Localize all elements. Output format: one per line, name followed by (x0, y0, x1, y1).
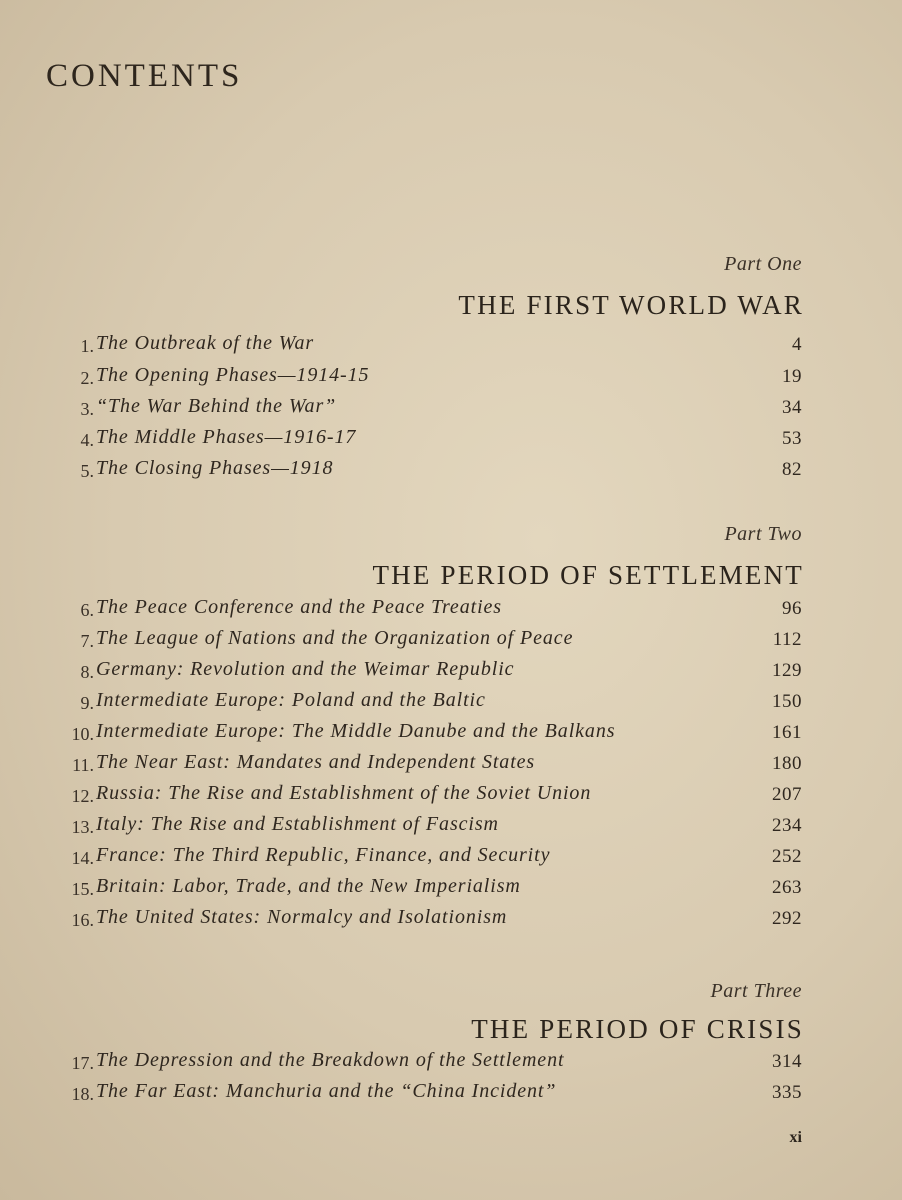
chapter-title: Germany: Revolution and the Weimar Republic (96, 658, 515, 680)
chapter-number: 5. (80, 461, 94, 481)
chapter-number: 2. (80, 368, 94, 388)
chapter-title: The Near East: Mandates and Independent States (96, 751, 536, 773)
chapter-page: 150 (772, 691, 802, 712)
chapter-page: 263 (772, 877, 802, 898)
chapter-page: 96 (782, 598, 802, 619)
chapter-title: The Closing Phases—1918 (96, 457, 334, 479)
chapter-number: 3. (80, 399, 94, 419)
chapter-number: 17. (71, 1053, 94, 1073)
toc-row (0, 875, 902, 905)
part-one-title: THE FIRST WORLD WAR (458, 290, 804, 320)
chapter-title: The Middle Phases—1916-17 (96, 426, 357, 448)
chapter-page: 112 (772, 629, 802, 650)
toc-row (0, 751, 902, 781)
chapter-page: 19 (782, 366, 802, 387)
chapter-title: Intermediate Europe: The Middle Danube and the Balkans (96, 720, 616, 742)
chapter-page: 53 (782, 428, 802, 449)
toc-row (0, 426, 902, 456)
toc-row (0, 658, 902, 688)
chapter-number: 4. (80, 430, 94, 450)
chapter-page: 129 (772, 660, 802, 681)
chapter-title: Italy: The Rise and Establishment of Fascism (96, 813, 499, 835)
chapter-page: 314 (772, 1051, 802, 1072)
chapter-page: 4 (792, 334, 802, 355)
chapter-number: 16. (71, 910, 94, 930)
page-title: CONTENTS (46, 58, 243, 94)
chapter-number: 14. (71, 848, 94, 868)
toc-row (0, 457, 902, 487)
chapter-page: 234 (772, 815, 802, 836)
chapter-number: 18. (71, 1084, 94, 1104)
chapter-number: 8. (80, 662, 94, 682)
chapter-number: 12. (71, 786, 94, 806)
chapter-title: The League of Nations and the Organization of Peace (96, 627, 574, 649)
chapter-page: 180 (772, 753, 802, 774)
toc-row (0, 844, 902, 874)
toc-row (0, 813, 902, 843)
chapter-page: 34 (782, 397, 802, 418)
chapter-title: The Far East: Manchuria and the “China Incident” (96, 1080, 557, 1102)
chapter-number: 7. (80, 631, 94, 651)
toc-row (0, 627, 902, 657)
chapter-page: 82 (782, 459, 802, 480)
chapter-number: 9. (80, 693, 94, 713)
chapter-page: 252 (772, 846, 802, 867)
part-three-label: Part Three (710, 980, 802, 1002)
toc-row (0, 782, 902, 812)
toc-row (0, 720, 902, 750)
part-two-title: THE PERIOD OF SETTLEMENT (372, 560, 804, 590)
toc-row (0, 596, 902, 626)
chapter-title: The Opening Phases—1914-15 (96, 364, 370, 386)
toc-row (0, 395, 902, 425)
toc-row (0, 689, 902, 719)
toc-row (0, 906, 902, 936)
chapter-title: France: The Third Republic, Finance, and Security (96, 844, 551, 866)
chapter-number: 11. (72, 755, 94, 775)
chapter-title: The Peace Conference and the Peace Treaties (96, 596, 502, 618)
chapter-number: 1. (80, 336, 94, 356)
page-folio: xi (789, 1129, 802, 1146)
toc-row (0, 364, 902, 394)
chapter-page: 207 (772, 784, 802, 805)
toc-row (0, 1080, 902, 1110)
chapter-title: Intermediate Europe: Poland and the Baltic (96, 689, 486, 711)
chapter-number: 15. (71, 879, 94, 899)
part-three-title: THE PERIOD OF CRISIS (471, 1014, 804, 1044)
chapter-title: The Depression and the Breakdown of the Settlement (96, 1049, 565, 1071)
chapter-title: Britain: Labor, Trade, and the New Imperialism (96, 875, 521, 897)
chapter-page: 292 (772, 908, 802, 929)
chapter-number: 13. (71, 817, 94, 837)
part-one-label: Part One (724, 253, 802, 275)
chapter-title: The Outbreak of the War (96, 332, 315, 354)
chapter-number: 10. (71, 724, 94, 744)
chapter-number: 6. (80, 600, 94, 620)
part-two-label: Part Two (724, 523, 802, 545)
chapter-title: “The War Behind the War” (96, 395, 337, 417)
chapter-page: 335 (772, 1082, 802, 1103)
chapter-page: 161 (772, 722, 802, 743)
toc-row (0, 332, 902, 362)
chapter-title: The United States: Normalcy and Isolationism (96, 906, 508, 928)
chapter-title: Russia: The Rise and Establishment of the Soviet Union (96, 782, 592, 804)
toc-row (0, 1049, 902, 1079)
